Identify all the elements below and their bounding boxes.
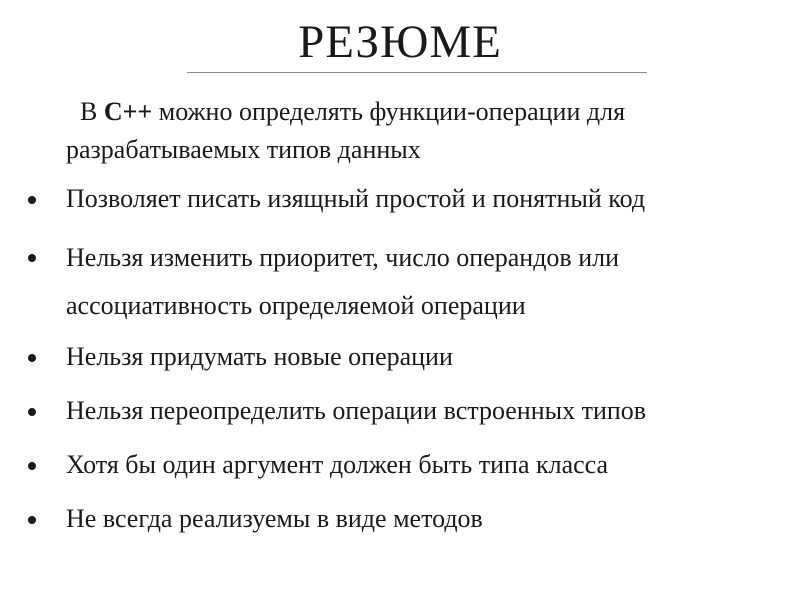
bullet-text: Нельзя переопределить операции встроенных типов	[66, 396, 647, 425]
bullet-item	[0, 446, 800, 484]
bullet-text: Нельзя придумать новые операции	[66, 342, 453, 371]
bullet-icon	[28, 408, 36, 416]
bullet-item	[0, 500, 800, 538]
slide-title: РЕЗЮМЕ	[298, 16, 502, 68]
bullet-item	[0, 234, 800, 330]
bullet-icon	[28, 196, 36, 204]
intro-paragraph	[66, 93, 786, 169]
bullet-item	[0, 392, 800, 430]
bullet-icon	[28, 462, 36, 470]
bullet-text: Хотя бы один аргумент должен быть типа класса	[66, 450, 609, 479]
bullet-list	[0, 180, 800, 554]
bullet-text: Нельзя изменить приоритет, число операндов или ассоциативность определяемой операции	[66, 243, 620, 320]
intro-bold-term: С++	[103, 97, 153, 126]
intro-prefix: В	[80, 97, 104, 126]
bullet-icon	[28, 254, 36, 262]
bullet-item	[0, 180, 800, 218]
title-underline	[187, 72, 647, 73]
bullet-item	[0, 338, 800, 376]
bullet-text: Не всегда реализуемы в виде методов	[66, 504, 483, 533]
intro-suffix: можно определять функции-операции для разрабатываемых типов данных	[66, 97, 626, 164]
bullet-icon	[28, 354, 36, 362]
bullet-icon	[28, 516, 36, 524]
bullet-text: Позволяет писать изящный простой и понятный код	[66, 184, 646, 213]
